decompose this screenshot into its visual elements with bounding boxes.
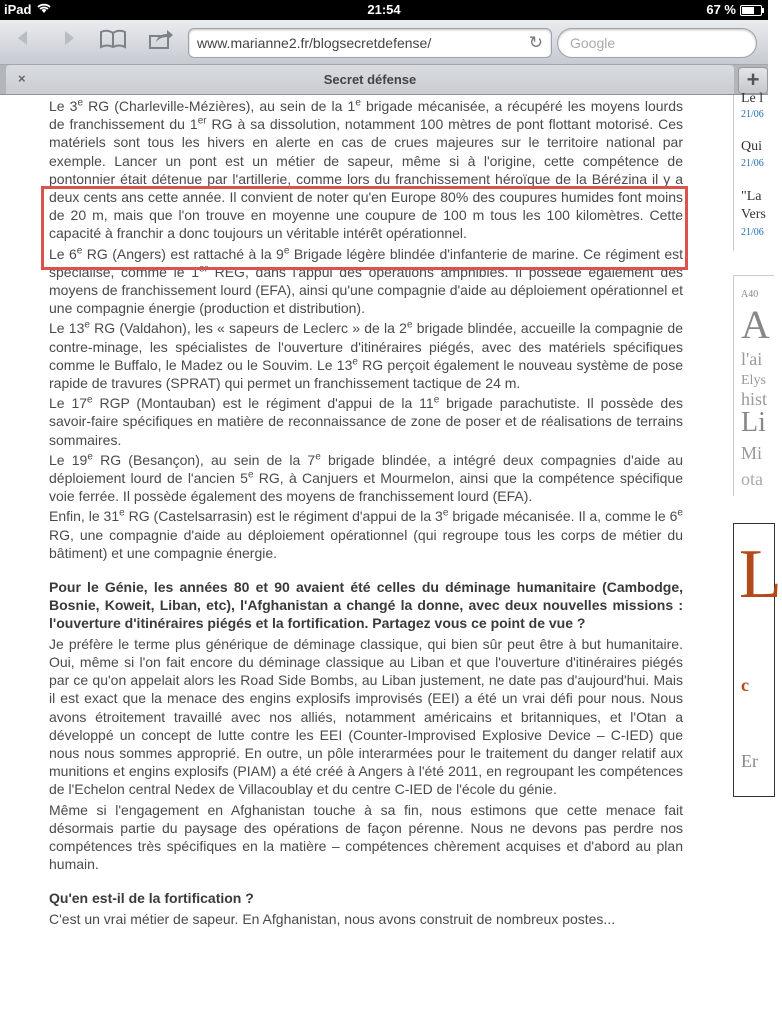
highlight-box [41,186,688,270]
ad-text: c [741,675,749,695]
forward-arrow-icon[interactable] [54,28,84,54]
sidebar-tag[interactable]: Elys [741,373,766,388]
sidebar-date: 21/06 [741,227,764,238]
share-icon[interactable] [146,28,176,54]
sidebar-date: 21/06 [741,109,764,120]
question-demining: Pour le Génie, les années 80 et 90 avaient été celles du déminage humanitaire (Cambodge, Bosnie, Koweit, Liban, etc), l'Afghanistan a changé la donne, avec deux nouvelles missions : l'ouverture d'itinéraires piégés et la fortification. Partagez vous ce point de vue ? [49,579,683,632]
ad-logo-letter: L [739,536,782,613]
back-arrow-icon[interactable] [8,28,38,54]
search-input[interactable] [568,34,742,52]
sidebar-right [733,91,782,1024]
sidebar-tag[interactable]: ota [741,469,763,489]
battery-percent: 67 % [706,2,736,17]
tab-close-icon[interactable]: × [18,71,26,86]
sidebar-tag[interactable]: Mi [741,443,763,463]
sidebar-tag[interactable]: Li [741,407,766,438]
status-bar [0,0,768,20]
paragraph-6rg: Le 6e RG (Angers) est rattaché à la 9e Brigade légère blindée d'infanterie de marine. Ce régiment est spécialisé, comme le 1er REG, dans l'appui des opérations amphibies. Il possède également des moyens de franchissement lourd (EFA), ainsi qu'une compagnie d'aide au déploiement opérationnel et une compagnie énergie (production et distribution). [49,244,683,317]
answer-demining: Je préfère le terme plus générique de déminage classique, qui bien sûr peut être à but humanitaire. Oui, même si l'on fait encore du déminage classique au Liban et que l'ouverture d'itinéraires piégés par ce qu'on appelait alors les Road Side Bombs, au Liban justement, ne date pas d'aujourd'hui. Mais il est exact que la menace des engins explosifs improvisés (EEI) a été un vrai défi pour nous. Nous avons étroitement travaillé avec nos alliés, notamment américains et britanniques, et l'Otan a développé un concept de lutte contre les EEI (Counter-Improvised Explosive Device – C-IED) que nous nous sommes approprié. En outre, un pôle interarmées pour le traitement du danger relatif aux munitions et engins explosifs (PIAM) a été créé à Angers à l'été 2011, en regroupant les compétences de l'Echelon central Nedex de Villacoublay et du centre C-IED de l'école du génie. [49,635,683,798]
paragraph-19rg: Le 19e RG (Besançon), au sein de la 7e brigade blindée, a intégré deux compagnies d'aide au déploiement lourd de l'ancien 5e RG, à Canjuers et Mourmelon, ainsi que la compétence spécifique voie ferrée. Il possède également des moyens de franchissement lourd (EFA). [49,451,683,505]
paragraph-3rg: Le 3e RG (Charleville-Mézières), au sein de la 1e brigade mécanisée, a récupéré les moyens lourds de franchissement du 1er RG à sa dissolution, notamment 100 mètres de pont flottant motorisé. Ces matériels sont tous les hivers en alerte en cas de crues majeures sur le territoire national par exemple. Lancer un pont est un métier de sapeur, même si à l'origine, cette compétence de pontonnier était détenue par l'artillerie, comme lors du franchissement héroïque de la Bérézina il y a deux cents ans cette année. Il convient de noter qu'en Europe 80% des coupures humides font moins de 20 m, mais que l'on trouve en moyenne une coupure de 100 m tous les 100 kilomètres. Cette capacité à franchir a donc toujours un véritable intérêt opérationnel. [49,97,683,242]
page-content [0,91,782,1024]
sidebar-link[interactable]: Le l [741,91,764,106]
sidebar-link[interactable]: Vers [741,207,766,222]
device-name: iPad [4,2,32,17]
url-text: www.marianne2.fr/blogsecretdefense/ [197,35,432,51]
browser-toolbar [0,20,768,65]
sidebar-tag[interactable]: A [741,302,770,347]
battery-icon [740,5,762,16]
paragraph-31rg: Enfin, le 31e RG (Castelsarrasin) est le régiment d'appui de la 3e brigade mécanisée. Il a, comme le 6e RG, une compagnie d'aide au déploiement opérationnel (qui regroupe tous les corps de métier du bâtiment) et une compagnie énergie. [49,507,683,561]
answer-afghanistan: Même si l'engagement en Afghanistan touche à sa fin, nous estimons que cette menace fait désormais partie du paysage des opérations de façon pérenne. Nous ne devons pas perdre nos compétences très spécifiques en la matière – compétences chèrement acquises et d'abord au plan humain. [49,801,683,873]
search-field[interactable] [557,28,757,58]
clock: 21:54 [367,2,401,17]
sidebar-tag[interactable]: hist [741,389,768,409]
tab-secret-defense[interactable] [6,65,734,94]
tab-bar [0,65,768,95]
tab-title: Secret défense [323,72,417,87]
new-tab-button[interactable]: + [738,67,768,94]
sidebar-date: 21/06 [741,158,764,169]
paragraph-17rgp: Le 17e RGP (Montauban) est le régiment d'appui de la 11e brigade parachutiste. Il possède des savoir-faire spécifiques en matière de reconnaissance de zone de poser et de réalisations de terrains sommaires. [49,394,684,448]
address-bar[interactable] [188,28,552,58]
reload-icon[interactable]: ↻ [528,33,543,52]
sidebar-link[interactable]: "La [741,189,762,204]
answer-fortification: C'est un vrai métier de sapeur. En Afghanistan, nous avons construit de nombreux postes... [49,910,616,927]
question-fortification: Qu'en est-il de la fortification ? [49,890,254,907]
sidebar-tag[interactable]: l'ai [741,349,763,369]
ad-text: Er [741,751,758,771]
sidebar-link[interactable]: Qui [741,139,762,154]
bookmarks-icon[interactable] [98,28,128,54]
paragraph-13rg: Le 13e RG (Valdahon), les « sapeurs de Leclerc » de la 2e brigade blindée, accueille la compagnie de contre-minage, les spécialistes de l'ouverture d'itinéraires piégés, avec des matériels spécifiques comme le Buffalo, le Madez ou le Souvim. Le 13e RG perçoit également le nouveau système de pose rapide de travures (SPRAT) qui permet un franchissement tactique de 24 m. [49,319,684,392]
sidebar-tag: A40 [741,289,759,300]
